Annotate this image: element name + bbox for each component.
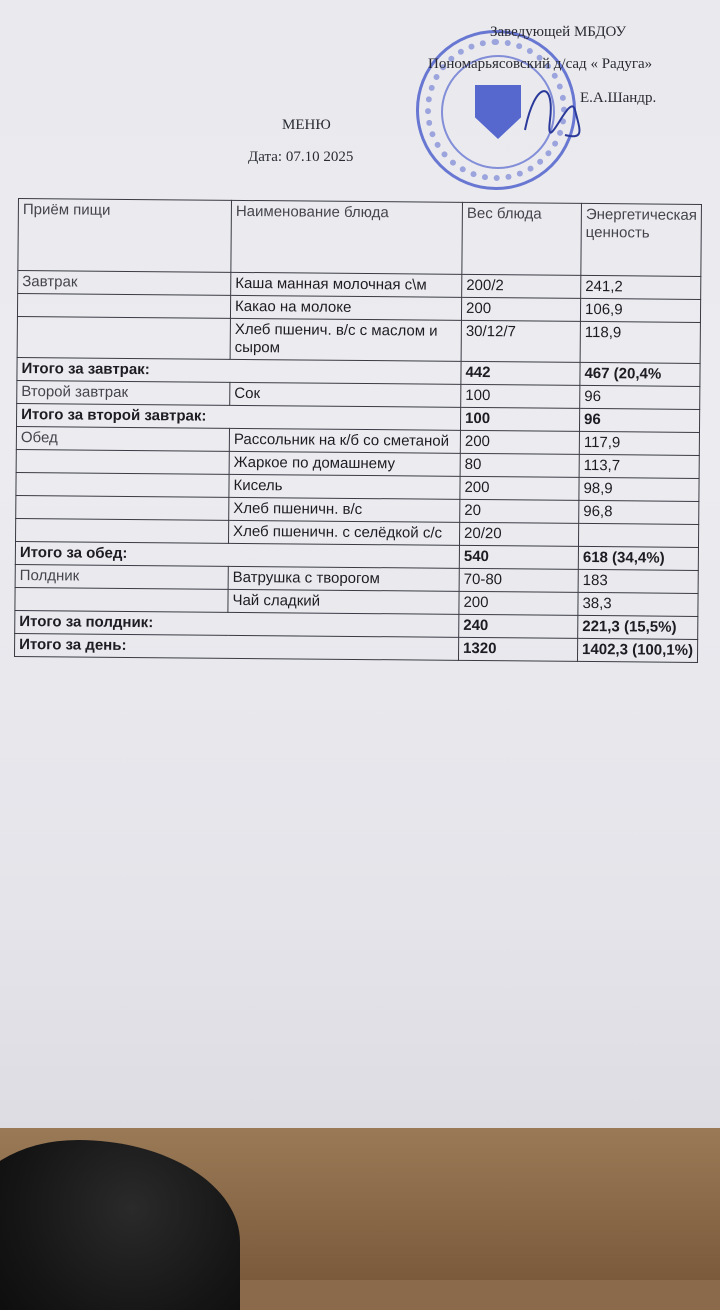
dish-cell: Каша манная молочная с\м [231, 272, 462, 297]
total-label: Итого за день: [14, 633, 458, 660]
energy-cell: 96,8 [579, 500, 699, 524]
total-energy: 1402,3 (100,1%) [577, 638, 697, 662]
energy-cell [578, 523, 698, 547]
total-energy: 96 [579, 408, 699, 432]
total-weight: 100 [460, 407, 579, 431]
dish-cell: Рассольник на к/б со сметаной [229, 428, 460, 453]
meal-cell: Завтрак [18, 271, 231, 296]
weight-cell: 200 [460, 430, 579, 454]
weight-cell: 200/2 [462, 274, 581, 298]
meal-cell: Второй завтрак [17, 380, 230, 405]
menu-date: Дата: 07.10 2025 [248, 149, 354, 165]
menu-table-body [14, 199, 701, 663]
weight-cell: 200 [459, 591, 578, 615]
meal-cell [16, 518, 229, 543]
dish-cell: Ватрушка с творогом [228, 566, 459, 591]
dish-cell: Чай сладкий [228, 589, 459, 614]
page-title: МЕНЮ [282, 117, 331, 133]
total-energy: 221,3 (15,5%) [578, 615, 698, 639]
meal-cell: Полдник [15, 564, 228, 589]
weight-cell: 200 [460, 476, 579, 500]
total-label: Итого за второй завтрак: [17, 403, 461, 430]
weight-cell: 20/20 [459, 522, 578, 546]
column-header-energy: Энергетическая ценность [581, 203, 702, 276]
weight-cell: 80 [460, 453, 579, 477]
approval-line-1: Заведующей МБДОУ [490, 24, 627, 40]
total-label: Итого за обед: [15, 541, 459, 568]
column-header-weight: Вес блюда [462, 202, 582, 275]
weight-cell: 20 [460, 499, 579, 523]
total-energy: 467 (20,4% [580, 362, 700, 386]
menu-table [14, 198, 702, 663]
approval-line-3: Е.А.Шандр. [580, 90, 657, 106]
meal-cell [15, 587, 228, 612]
total-weight: 540 [459, 545, 578, 569]
column-header-meal: Приём пищи [18, 199, 232, 273]
total-label: Итого за завтрак: [17, 357, 461, 384]
table-header-row [18, 199, 702, 277]
dish-cell: Хлеб пшеничн. в/с [229, 497, 460, 522]
meal-cell [16, 472, 229, 497]
energy-cell: 117,9 [579, 431, 699, 455]
energy-cell: 98,9 [579, 477, 699, 501]
dish-cell: Сок [230, 382, 461, 407]
energy-cell: 183 [578, 569, 698, 593]
total-label: Итого за полдник: [15, 610, 459, 637]
column-header-dish: Наименование блюда [231, 200, 463, 274]
total-energy: 618 (34,4%) [578, 546, 698, 570]
dish-cell: Кисель [229, 474, 460, 499]
dish-cell: Какао на молоке [230, 295, 461, 320]
meal-cell [17, 294, 230, 319]
meal-cell: Обед [16, 426, 229, 451]
meal-cell [16, 495, 229, 520]
dish-cell: Хлеб пшеничн. с селёдкой с/с [228, 520, 459, 545]
energy-cell: 118,9 [580, 321, 700, 363]
weight-cell: 70-80 [459, 568, 578, 592]
weight-cell: 100 [461, 384, 580, 408]
dish-cell: Жаркое по домашнему [229, 451, 460, 476]
total-weight: 240 [459, 614, 578, 638]
total-weight: 1320 [458, 637, 577, 661]
meal-cell [16, 449, 229, 474]
meal-cell [17, 316, 230, 359]
energy-cell: 106,9 [580, 298, 700, 322]
signature [515, 70, 595, 150]
energy-cell: 241,2 [581, 275, 701, 299]
energy-cell: 113,7 [579, 454, 699, 478]
energy-cell: 96 [580, 385, 700, 409]
weight-cell: 30/12/7 [461, 320, 580, 362]
dish-cell: Хлеб пшенич. в/с с маслом и сыром [230, 318, 461, 361]
energy-cell: 38,3 [578, 592, 698, 616]
table-row [17, 316, 700, 363]
approval-line-2: Пономарьясовский д/сад « Радуга» [428, 56, 653, 72]
weight-cell: 200 [461, 297, 580, 321]
total-weight: 442 [461, 361, 580, 385]
